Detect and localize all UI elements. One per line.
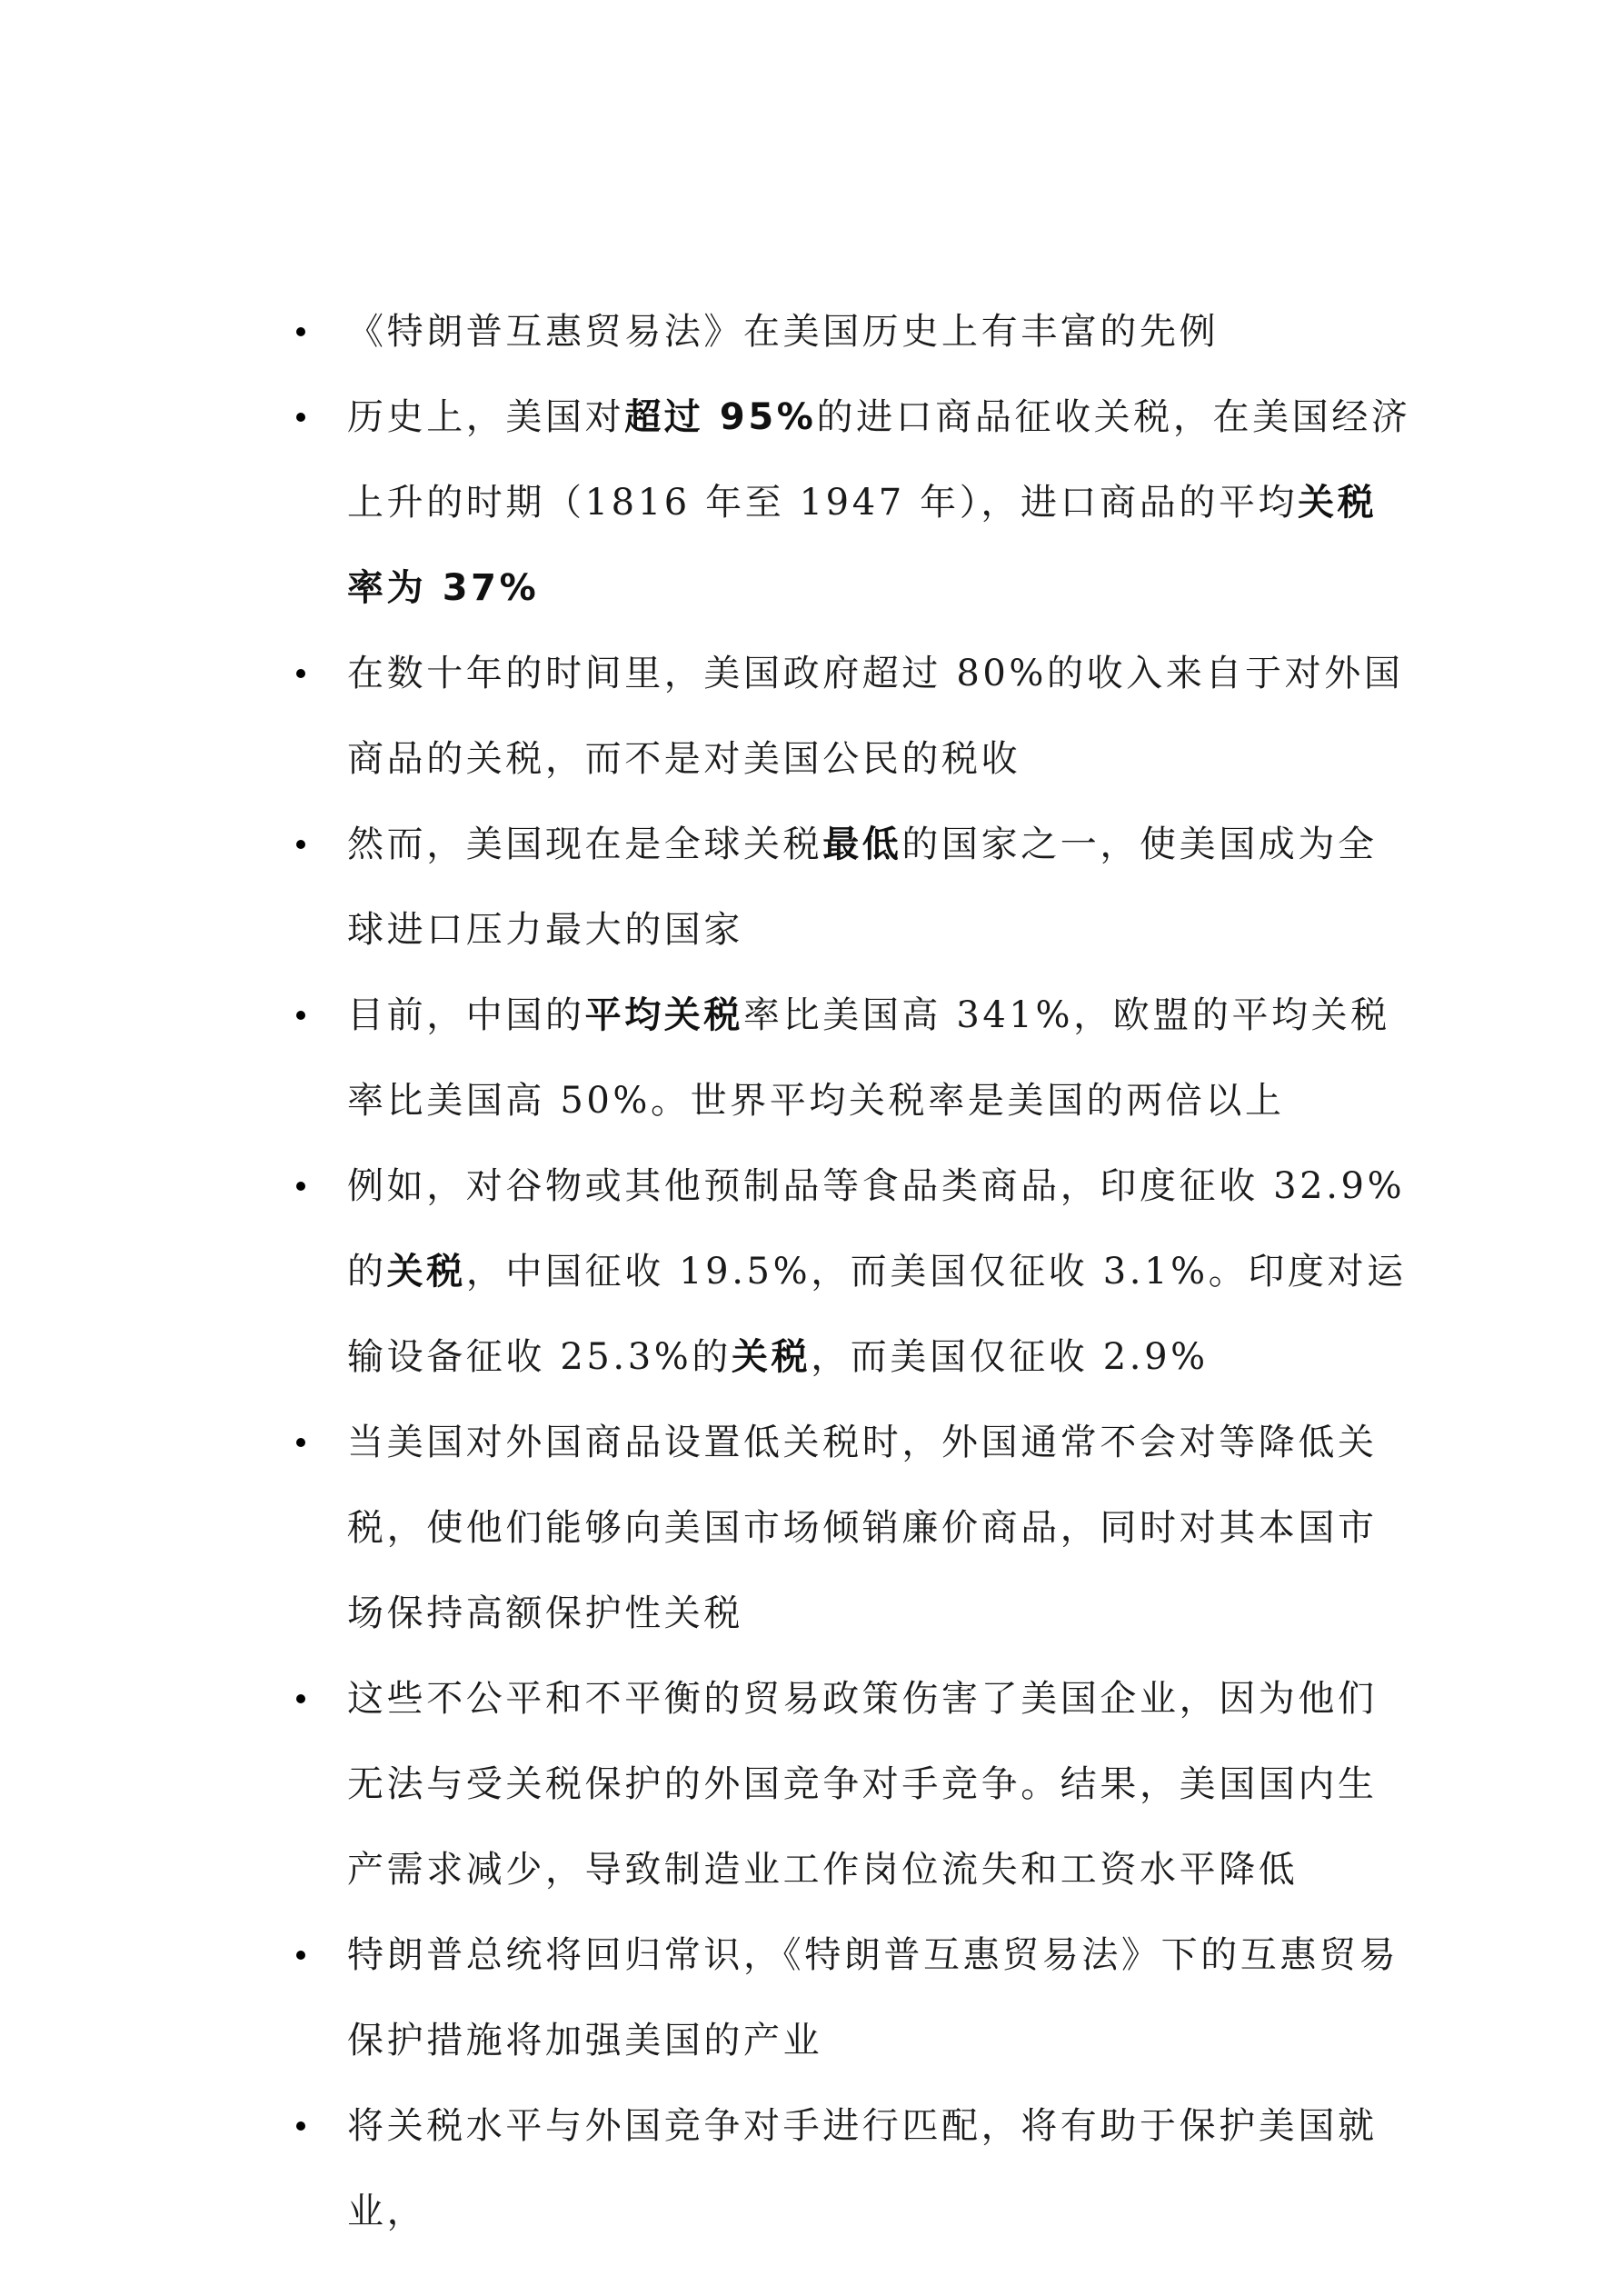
body-text: 《特朗普互惠贸易法》在美国历史上有丰富的先例 bbox=[347, 311, 1220, 353]
bold-text: 关税率为 37% bbox=[347, 482, 1378, 609]
bullet-dot-icon bbox=[296, 1694, 305, 1703]
bullet-dot-icon bbox=[296, 413, 305, 422]
body-text: ，中国征收 19.5%，而美国仅征收 3.1%。印度对运输设备征收 25.3%的 bbox=[347, 1251, 1407, 1378]
bullet-dot-icon bbox=[296, 1182, 305, 1191]
bullet-item bbox=[296, 802, 1414, 973]
bullet-item bbox=[296, 1143, 1414, 1400]
bullet-dot-icon bbox=[296, 1438, 305, 1447]
bold-text: 超过 95% bbox=[624, 396, 817, 438]
body-text: 率比美国高 341%，欧盟的平均关税率比美国高 50%。世界平均关税率是美国的两倍以上 bbox=[347, 994, 1390, 1122]
body-text: ，而美国仅征收 2.9% bbox=[811, 1336, 1209, 1378]
bold-text: 平均关税 bbox=[584, 994, 744, 1036]
bullet-list bbox=[296, 289, 1414, 2254]
body-text: 历史上，美国对 bbox=[347, 396, 625, 438]
bullet-item bbox=[296, 2083, 1414, 2254]
body-text: 例如，对谷物或其他预制品等食品类商品，印度征收 32.9%的 bbox=[347, 1165, 1406, 1293]
bullet-dot-icon bbox=[296, 327, 305, 336]
bullet-dot-icon bbox=[296, 1011, 305, 1020]
body-text: 当美国对外国商品设置低关税时，外国通常不会对等降低关税，使他们能够向美国市场倾销廉价商品，同时对其本国市场保持高额保护性关税 bbox=[347, 1422, 1378, 1634]
bullet-dot-icon bbox=[296, 2121, 305, 2131]
bold-text: 关税 bbox=[386, 1251, 466, 1293]
body-text: 这些不公平和不平衡的贸易政策伤害了美国企业，因为他们无法与受关税保护的外国竞争对手竞争。结果，美国国内生产需求减少，导致制造业工作岗位流失和工资水平降低 bbox=[347, 1678, 1378, 1891]
bullet-dot-icon bbox=[296, 840, 305, 849]
body-text: 然而，美国现在是全球关税 bbox=[347, 824, 823, 865]
bold-text: 最低 bbox=[822, 824, 902, 865]
body-text: 将关税水平与外国竞争对手进行匹配，将有助于保护美国就业， bbox=[347, 2105, 1378, 2232]
bullet-item bbox=[296, 973, 1414, 1143]
bullet-item bbox=[296, 374, 1414, 631]
body-text: 的进口商品征收关税，在美国经济上升的时期（1816 年至 1947 年），进口商品的平均 bbox=[347, 396, 1411, 524]
body-text: 特朗普总统将回归常识，《特朗普互惠贸易法》下的互惠贸易保护措施将加强美国的产业 bbox=[347, 1934, 1399, 2061]
bold-text: 关税 bbox=[732, 1336, 812, 1378]
bullet-item bbox=[296, 1912, 1414, 2083]
bullet-item bbox=[296, 1400, 1414, 1656]
bullet-item bbox=[296, 631, 1414, 802]
body-text: 在数十年的时间里，美国政府超过 80%的收入来自于对外国商品的关税，而不是对美国公民的税收 bbox=[347, 653, 1404, 780]
bullet-item bbox=[296, 1656, 1414, 1912]
bullet-dot-icon bbox=[296, 669, 305, 678]
body-text: 的国家之一，使美国成为全球进口压力最大的国家 bbox=[347, 824, 1378, 951]
body-text: 目前，中国的 bbox=[347, 994, 585, 1036]
bullet-item bbox=[296, 289, 1414, 374]
bullet-dot-icon bbox=[296, 1951, 305, 1960]
